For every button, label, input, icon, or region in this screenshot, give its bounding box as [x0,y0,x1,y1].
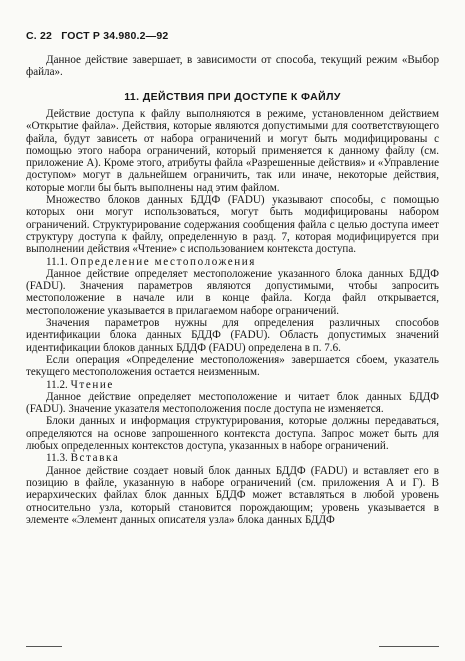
subsection-number: 11.2. [46,378,68,391]
page-number: С. 22 [26,30,53,42]
paragraph-6: Данное действие определяет местоположение и читает блок данных БДДФ (FADU). Значение указателя местоположения после доступа не изменяется. [26,390,439,416]
standard-code: ГОСТ Р 34.980.2—92 [61,30,169,42]
subsection-heading-1 [26,256,439,268]
paragraph-3: Данное действие определяет местоположение указанного блока данных БДДФ (FADU). Значения параметров являются допустимыми, чтобы запросить местоположение в начале или в конце файла. Когда файл открывается, местоположение указывается в прилагаемом наборе ограничений. [26,267,439,317]
paragraph-5: Если операция «Определение местоположения» завершается сбоем, указатель текущего местоположения остается неизменным. [26,353,439,379]
subsection-title: Чтение [70,378,114,391]
subsection-heading-2 [26,379,439,391]
subsection-number: 11.1. [46,255,68,268]
paragraph-2: Множество блоков данных БДДФ (FADU) указывают способы, с помощью которых они могут использоваться, могут быть модифицированы набором ограничений. Структурирование содержания сообщения файла с целью доступа имеет структуру доступа к файлу, определенную в разд. 7, которая модифицируется при выполнении действия «Чтение» с использованием контекста доступа. [26,194,439,256]
intro-block [26,54,439,79]
paragraph-8: Данное действие создает новый блок данных БДДФ (FADU) и вставляет его в позицию в файле, указанную в наборе ограничений (см. приложения А и Г). В иерархических файлах блок данных БДДФ может вставляться в любой уровень относительно узла, который становится порождающим; уровень указывается в элементе «Элемент данных описателя узла» блока данных БДДФ [26,464,439,526]
intro-paragraph: Данное действие завершает, в зависимости от способа, текущий режим «Выбор файла». [26,54,439,79]
section-body [26,108,439,526]
footer-rule-left [26,646,62,647]
section-title: 11. ДЕЙСТВИЯ ПРИ ДОСТУПЕ К ФАЙЛУ [124,91,341,103]
subsection-heading-3 [26,452,439,464]
paragraph-1: Действие доступа к файлу выполняются в режиме, установленном действием «Открытие файла». Действия, которые являются допустимыми для соответствующего файла, будут зависеть от набора ограничений и могут быть модифицированы с помощью этого набора ограничений, который применяется к данному файлу (см. приложение А). Кроме этого, атрибуты файла «Разрешенные действия» и «Управление доступом» могут в дальнейшем ограничить, так или иначе, некоторые действия, которые могли бы быть выполнены над этим файлом. [26,108,439,194]
subsection-number: 11.3. [46,452,68,465]
footer-rule-right [379,646,439,647]
paragraph-4: Значения параметров нужны для определения различных способов идентификации блока данных БДДФ (FADU). Область допустимых значений идентификации блоков данных БДДФ (FADU) определена в п. 7.6. [26,317,439,354]
subsection-title: Определение местоположения [70,255,256,268]
subsection-title: Вставка [70,452,120,465]
paragraph-7: Блоки данных и информация структурирования, которые должны передаваться, определяются на основе запрошенного контекста доступа. Запрос может быть для любых определенных контекстов доступа, указанных в наборе ограничений. [26,415,439,453]
page-header [26,30,168,42]
